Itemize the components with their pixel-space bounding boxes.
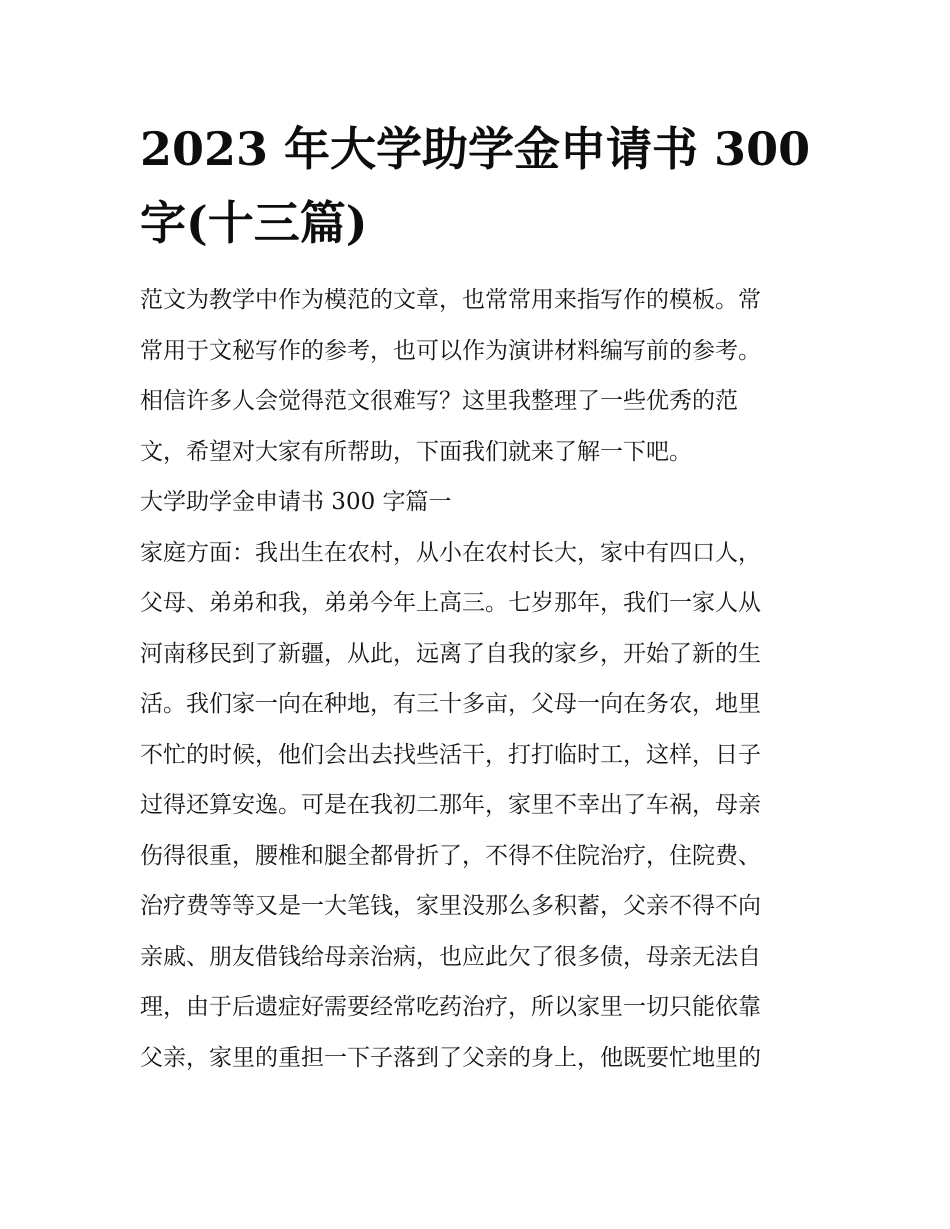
- section-line-11: 父亲，家里的重担一下子落到了父亲的身上，他既要忙地里的: [140, 1044, 761, 1071]
- section-line-8: 治疗费等等又是一大笔钱，家里没那么多积蓄，父亲不得不向: [140, 893, 761, 919]
- section-line-9: 亲戚、朋友借钱给母亲治病，也应此欠了很多债，母亲无法自: [140, 943, 761, 970]
- section-line-6: 过得还算安逸。可是在我初二那年，家里不幸出了车祸，母亲: [140, 792, 761, 818]
- document-body: [140, 280, 820, 1088]
- section-line-5: 不忙的时候，他们会出去找些活干，打打临时工，这样，日子: [140, 741, 761, 768]
- intro-line-4: 文，希望对大家有所帮助，下面我们就来了解一下吧。: [140, 438, 692, 465]
- intro-line-1: 范文为教学中作为模范的文章，也常常用来指写作的模板。常: [140, 287, 761, 313]
- title-line-1: 2023 年大学助学金申请书 300: [140, 122, 811, 176]
- section-line-3: 河南移民到了新疆，从此，远离了自我的家乡，开始了新的生: [140, 640, 761, 667]
- section-line-4: 活。我们家一向在种地，有三十多亩，父母一向在务农，地里: [140, 691, 761, 717]
- title-line-2: 字(十三篇): [140, 196, 368, 250]
- section-heading: 大学助学金申请书 300 字篇一: [140, 489, 452, 515]
- section-line-10: 理，由于后遗症好需要经常吃药治疗，所以家里一切只能依靠: [140, 994, 761, 1020]
- document-title: [140, 112, 812, 260]
- intro-line-2: 常用于文秘写作的参考，也可以作为演讲材料编写前的参考。: [140, 337, 761, 364]
- section-line-1: 家庭方面：我出生在农村，从小在农村长大，家中有四口人，: [140, 539, 761, 566]
- intro-line-3: 相信许多人会觉得范文很难写？这里我整理了一些优秀的范: [140, 388, 738, 414]
- section-line-2: 父母、弟弟和我，弟弟今年上高三。七岁那年，我们一家人从: [140, 590, 761, 616]
- section-line-7: 伤得很重，腰椎和腿全都骨折了，不得不住院治疗，住院费、: [140, 842, 761, 869]
